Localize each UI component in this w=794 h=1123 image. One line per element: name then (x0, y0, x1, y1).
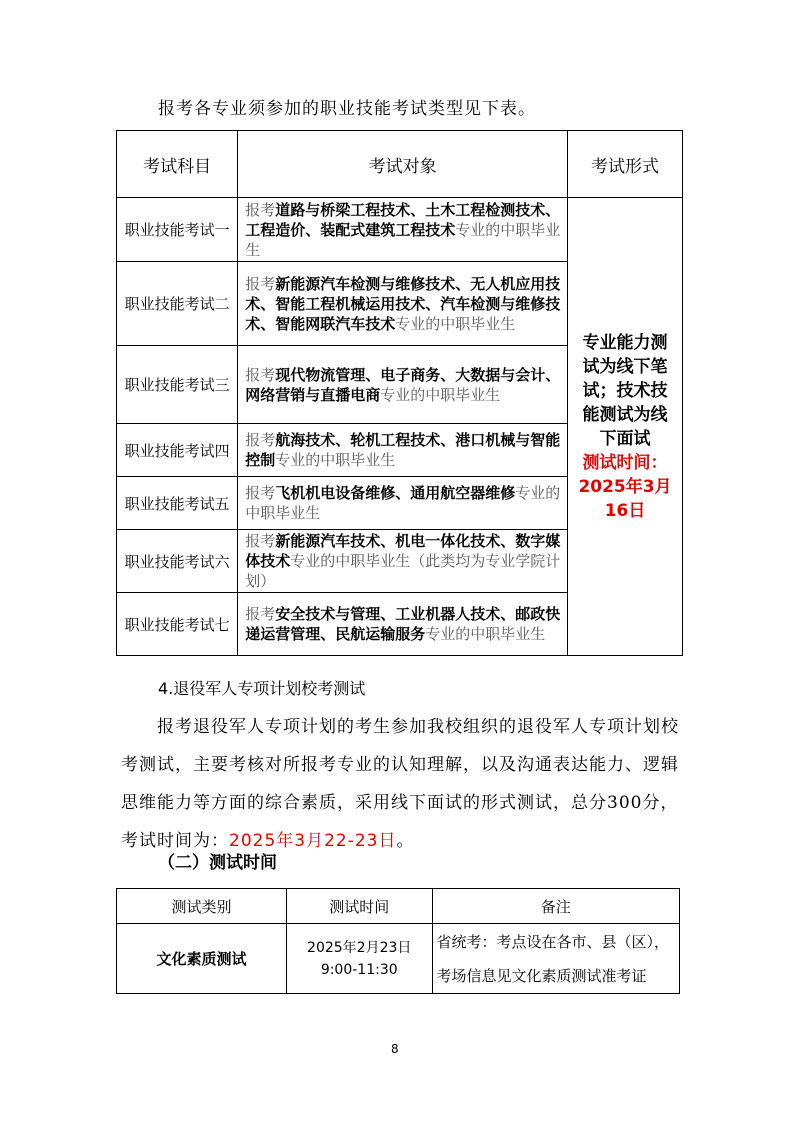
target-note: （此类均为专业学院计划） (245, 552, 561, 590)
target-majors: 新能源汽车技术、机电一体化技术、数字媒体技术 (245, 532, 561, 570)
table-row (117, 924, 680, 994)
subject-cell: 职业技能考试七 (117, 593, 238, 656)
note-cell: 省统考：考点设在各市、县（区），考场信息见文化素质测试准考证 (432, 924, 679, 994)
category-cell: 文化素质测试 (117, 924, 287, 994)
header-subject: 考试科目 (117, 131, 238, 198)
target-post: 专业的中职毕业生 (395, 314, 516, 333)
subject-cell: 职业技能考试四 (117, 424, 238, 477)
header-note: 备注 (432, 889, 679, 924)
target-cell (238, 262, 568, 346)
target-majors: 飞机机电设备维修、通用航空器维修 (275, 484, 516, 502)
table-header-row (117, 889, 680, 924)
target-cell (238, 477, 568, 530)
target-majors: 现代物流管理、电子商务、大数据与会计、网络营销与直播电商 (245, 365, 561, 404)
target-pre: 报考 (245, 365, 276, 384)
subsection-title: （二）测试时间 (158, 853, 277, 873)
target-majors: 道路与桥梁工程技术、土木工程检测技术、工程造价、装配式建筑工程技术 (245, 200, 561, 239)
target-post: 专业的中职毕业生 (245, 220, 561, 259)
form-text: 专业能力测试为线下笔试；技术技能测试为线下面试 (582, 332, 668, 449)
test-time: 9:00-11:30 (320, 961, 398, 978)
target-pre: 报考 (245, 431, 276, 449)
subject-cell: 职业技能考试二 (117, 262, 238, 346)
header-form: 考试形式 (568, 131, 683, 198)
target-majors: 新能源汽车检测与维修技术、无人机应用技术、智能工程机械运用技术、汽车检测与维修技术、智能网联汽车技术 (245, 274, 561, 333)
header-time: 测试时间 (286, 889, 432, 924)
intro-text: 报考各专业须参加的职业技能考试类型见下表。 (158, 99, 536, 119)
subject-cell: 职业技能考试五 (117, 477, 238, 530)
test-time-table (116, 888, 680, 994)
test-date: 2025年2月23日 (307, 939, 412, 956)
target-post: 专业的中职毕业生 (290, 552, 411, 570)
subject-cell: 职业技能考试六 (117, 530, 238, 593)
target-pre: 报考 (245, 274, 276, 293)
page-number: 8 (391, 1042, 399, 1056)
target-cell (238, 424, 568, 477)
subject-cell: 职业技能考试三 (117, 346, 238, 424)
target-cell (238, 346, 568, 424)
form-time: 测试时间：2025年3月16日 (578, 452, 672, 521)
target-pre: 报考 (245, 605, 276, 623)
target-post: 专业的中职毕业生 (425, 625, 546, 643)
form-cell (568, 198, 683, 656)
target-cell (238, 593, 568, 656)
target-post: 专业的中职毕业生 (380, 385, 501, 404)
subject-cell: 职业技能考试一 (117, 198, 238, 262)
section-4-paragraph (121, 708, 681, 860)
header-target: 考试对象 (238, 131, 568, 198)
header-category: 测试类别 (117, 889, 287, 924)
target-post: 专业的中职毕业生 (245, 484, 561, 522)
exam-date: 2025年3月22-23日 (229, 831, 397, 851)
target-pre: 报考 (245, 484, 276, 502)
target-pre: 报考 (245, 200, 276, 219)
target-pre: 报考 (245, 532, 276, 550)
skill-exam-table (116, 130, 683, 656)
paragraph-text: 报考退役军人专项计划的考生参加我校组织的退役军人专项计划校考测试，主要考核对所报考专业的认知理解，以及沟通表达能力、逻辑思维能力等方面的综合素质，采用线下面试的形式测试，总分300分，考试时间为： (121, 717, 679, 851)
target-cell (238, 198, 568, 262)
section-4-title: 4.退役军人专项计划校考测试 (158, 679, 366, 698)
table-row (117, 198, 683, 262)
target-cell (238, 530, 568, 593)
target-post: 专业的中职毕业生 (275, 451, 396, 469)
table-header-row (117, 131, 683, 198)
paragraph-end: 。 (396, 831, 415, 851)
target-majors: 安全技术与管理、工业机器人技术、邮政快递运营管理、民航运输服务 (245, 605, 561, 643)
target-majors: 航海技术、轮机工程技术、港口机械与智能控制 (245, 431, 561, 469)
time-cell (286, 924, 432, 994)
